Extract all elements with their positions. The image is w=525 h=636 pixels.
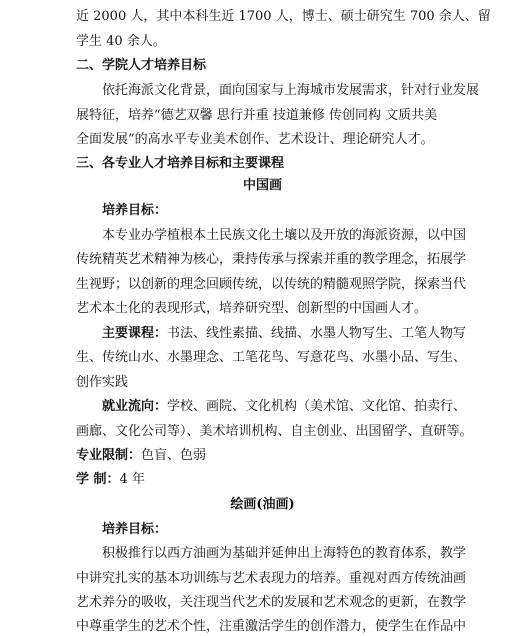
major2-goal-label: 培养目标： <box>102 522 168 537</box>
major1-restrict-label: 专业限制： <box>76 448 142 463</box>
major2-goal-line-4: 中尊重学生的艺术个性，注重激活学生的创作潜力，使学生在作品中 <box>76 619 467 634</box>
major2-goal-line-1: 积极推行以西方油画为基础并延伸出上海特色的教育体系，教学 <box>102 546 467 561</box>
major2-goal-line-3: 艺术养分的吸收，关注现当代艺术的发展和艺术观念的更新，在教学 <box>76 595 467 610</box>
major1-restrict-value: 色盲、色弱 <box>141 448 207 463</box>
major1-course-first: 书法、线性素描、线描、水墨人物写生、工笔人物写 <box>167 326 467 341</box>
major1-title: 中国画 <box>242 178 282 193</box>
intro-line-2: 学生 40 余人。 <box>76 34 166 49</box>
major1-course-label: 主要课程： <box>102 326 168 341</box>
major1-years <box>76 471 456 489</box>
major1-career-line-1 <box>102 398 467 416</box>
section2-line-3: 全面发展”的高水平专业美术创作、艺术设计、理论研究人才。 <box>76 132 434 147</box>
section2-heading: 二、学院人才培养目标 <box>76 58 207 73</box>
major1-course-line-3: 创作实践 <box>76 375 129 390</box>
section3-heading: 三、各专业人才培养目标和主要课程 <box>76 156 285 171</box>
major1-career-first: 学校、画院、文化机构（美术馆、文化馆、拍卖行、 <box>167 399 467 414</box>
major1-goal-line-2: 传统精英艺术精神为核心，秉持传承与探索并重的教学理念，拓展学 <box>76 252 467 267</box>
major2-goal-line-2: 中讲究扎实的基本功训练与艺术表现力的培养。重视对西方传统油画 <box>76 571 467 586</box>
major1-years-label: 学 制： <box>76 472 120 487</box>
major1-goal-line-1: 本专业办学植根本土民族文化土壤以及开放的海派资源，以中国 <box>102 228 467 243</box>
major1-course-line-2: 生、传统山水、水墨理念、工笔花鸟、写意花鸟、水墨小品、写生、 <box>76 350 467 365</box>
major1-goal-line-3: 生视野；以创新的理念回顾传统，以传统的精髓观照学院，探索当代 <box>76 277 467 292</box>
major1-goal-label: 培养目标： <box>102 203 168 218</box>
intro-line-1: 近 2000 人，其中本科生近 1700 人，博士、硕士研究生 700 余人、留 <box>76 9 491 24</box>
major1-goal-line-4: 艺术本土化的表现形式，培养研究型、创新型的中国画人才。 <box>76 301 428 316</box>
major2-title: 绘画(油画) <box>230 497 295 512</box>
major1-career-line-2: 画廊、文化公司等）、美术培训机构、自主创业、出国留学、直研等。 <box>76 424 473 439</box>
major1-years-value: 4 年 <box>119 472 145 487</box>
major1-restrict <box>76 447 456 465</box>
section2-line-1: 依托海派文化背景，面向国家与上海城市发展需求，针对行业发展 <box>102 83 480 98</box>
major1-course-line-1 <box>102 325 467 343</box>
major1-career-label: 就业流向： <box>102 399 168 414</box>
section2-line-2: 展特征，培养“德艺双馨 思行并重 技道兼修 传创同构 文质共美 <box>76 108 438 123</box>
